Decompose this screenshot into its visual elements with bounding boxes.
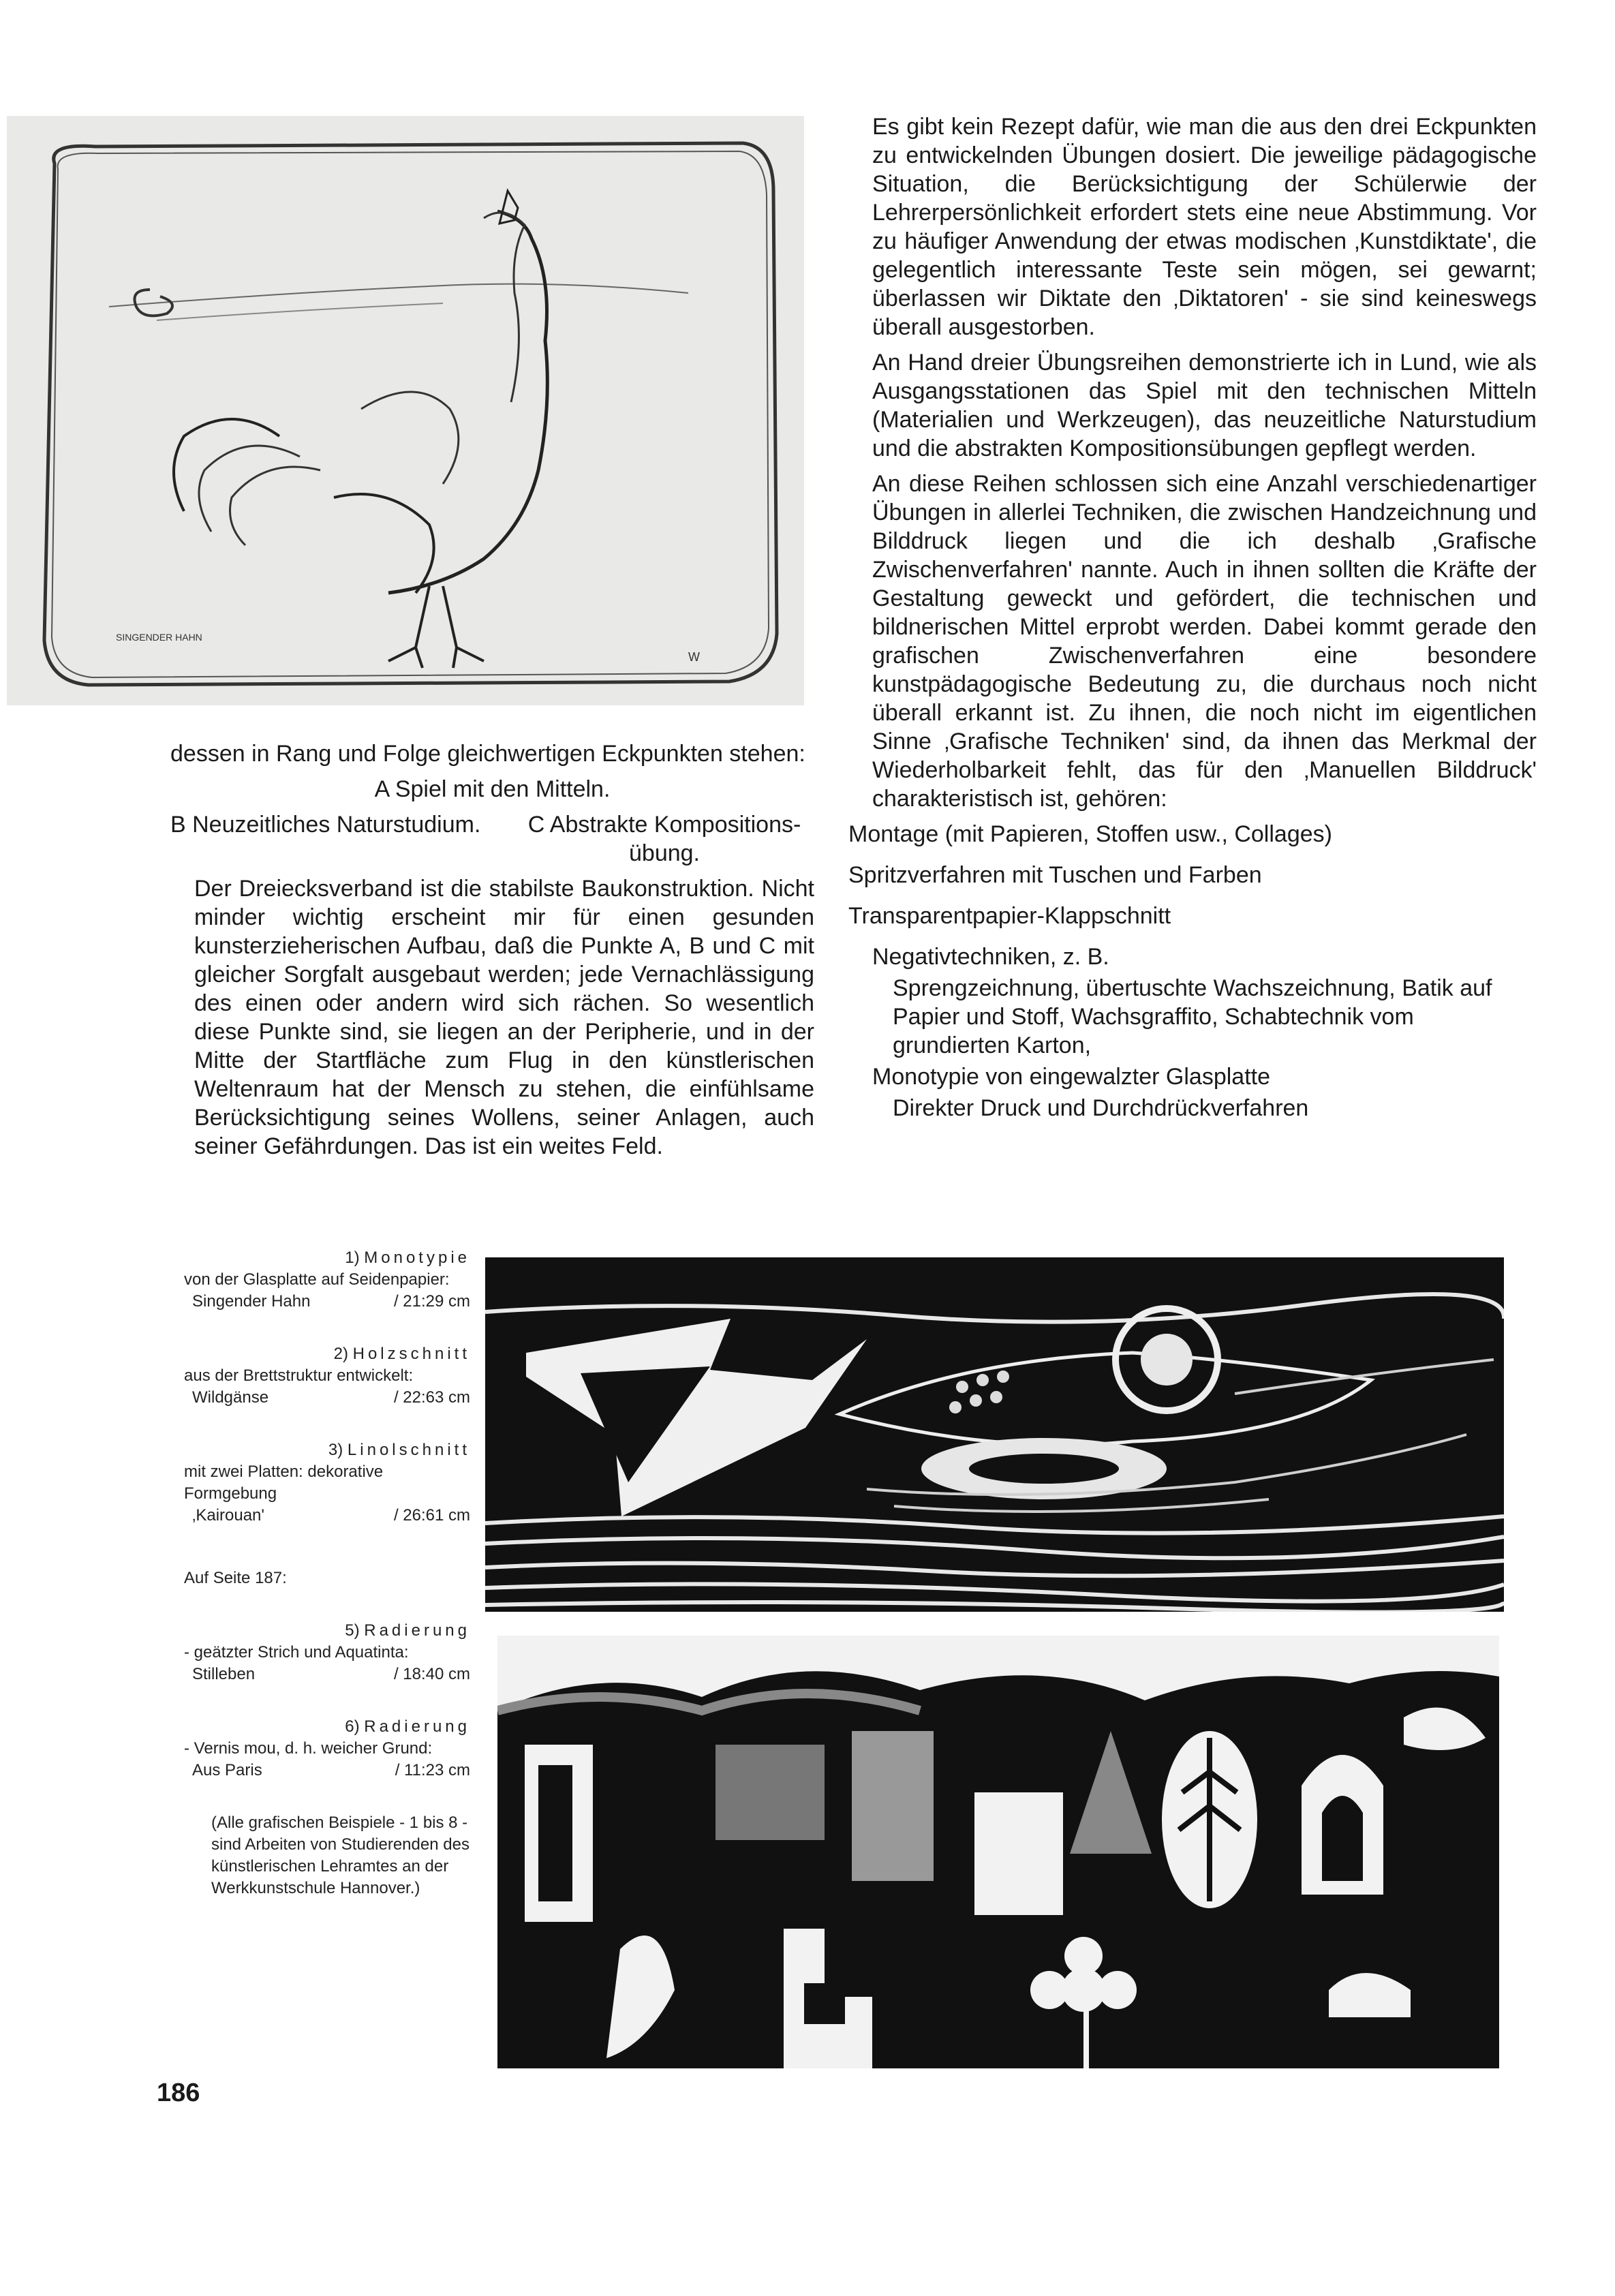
caption-title: ‚Kairouan' [192,1506,264,1525]
caption-text: von der Glasplatte auf Seidenpapier: [184,1270,450,1289]
figure-mark: W [688,650,700,664]
caption-title: Stilleben [192,1665,256,1683]
caption-number: 1) [345,1249,360,1267]
caption-title: Wildgänse [192,1388,269,1407]
captions [184,1247,470,1930]
caption-3 [184,1439,470,1527]
caption-title: Singender Hahn [192,1292,311,1311]
page-number: 186 [157,2079,200,2107]
figure-kairouan [497,1636,1499,2068]
caption-1 [184,1247,470,1313]
caption-number: 2) [333,1345,348,1363]
caption-6 [184,1716,470,1781]
left-points-bc [170,810,814,868]
caption-size: / 21:29 cm [393,1292,470,1311]
right-paragraph-2: An Hand dreier Übungsreihen demonstrierte ich in Lund, wie als Ausgangsstationen das Spiel mit den technischen Mitteln (Materialien und Werkzeugen), das neuzeitliche Naturstudium und die abstrakten Kompositionsübungen gepflegt werden. [872,350,1537,461]
right-paragraph-3: An diese Reihen schlossen sich eine Anzahl verschiedenartiger Übungen in allerlei Techniken, die zwischen Handzeichnung und Bilddruck liegen und die ich deshalb ‚Grafische Zwischenverfahren' nannte. Auch in ihnen sollten die Kräfte der Gestaltung geweckt und gefördert, die technischen und bildnerischen Mittel erprobt werden. Dabei kommt gerade den grafischen Zwischenverfahren eine besondere kunstpädagogische Bedeutung zu, die durchaus noch nicht überall erkannt ist. Zu ihnen, die noch nicht im eigentlichen Sinne ‚Grafische Techniken' sind, da ihnen das Merkmal der Wiederholbarkeit fehlt, das für den ‚Manuellen Bilddruck' charakteristisch ist, gehören: [872,471,1537,812]
caption-2 [184,1343,470,1409]
left-point-c: C Abstrakte Kompositions-übung. [527,812,801,866]
caption-title: Aus Paris [192,1761,262,1779]
caption-text: aus der Brettstruktur entwickelt: [184,1366,414,1385]
caption-text: - Vernis mou, d. h. weicher Grund: [184,1739,433,1758]
right-column [848,112,1537,1135]
caption-text: mit zwei Platten: dekorative Formgebung [184,1463,384,1503]
left-paragraph-2: Der Dreiecksverband ist die stabilste Baukonstruktion. Nicht minder wichtig erscheint mir für einen gesunden kunsterzieherischen Aufbau, daß die Punkte A, B und C mit gleicher Sorgfalt ausgebaut werden; jede Vernachlässigung des einen oder andern wird sich rächen. So wesentlich diese Punkte sind, sie liegen an der Peripherie, und in der Mitte der Startfläche zum Flug in den künstlerischen Weltenraum hat der Mensch zu stehen, die einfühlsame Berücksichtigung seines Wollens, seiner Anlagen, auch seiner Gefährdungen. Das ist ein weites Feld. [194,876,814,1159]
caption-size: / 18:40 cm [393,1665,470,1683]
caption-technique: Linolschnitt [347,1441,470,1459]
caption-size: / 22:63 cm [393,1388,470,1407]
caption-technique: Monotypie [364,1249,470,1267]
caption-reference: Auf Seite 187: [184,1569,287,1587]
right-paragraph-1: Es gibt kein Rezept dafür, wie man die aus den drei Eckpunkten zu entwickelnden Übungen dosiert. Die jeweilige pädagogische Situation, die Berücksichtigung der Schülerwie der Lehrerpersönlichkeit erfordert stets eine neue Abstimmung. Vor zu häufiger Anwendung der etwas modischen ‚Kunstdiktate', die gelegentlich interessante Teste sein mögen, sei gewarnt; überlassen wir Diktate den ‚Diktatoren' - sie sind keineswegs überall ausgestorben. [872,114,1537,340]
left-column [170,739,814,1167]
figure-wildgaense [485,1257,1504,1612]
caption-number: 6) [345,1717,360,1736]
caption-technique: Radierung [364,1621,470,1640]
list-item: Direkter Druck und Durchdrückverfahren [893,1095,1309,1121]
left-paragraph-1: dessen in Rang und Folge gleichwertigen Eckpunkten stehen: [170,741,805,767]
figure-signature: SINGENDER HAHN [116,632,202,643]
list-item: Transparentpapier-Klappschnitt [848,903,1171,929]
caption-technique: Radierung [364,1717,470,1736]
left-point-b: B Neuzeitliches Naturstudium. [170,812,481,838]
caption-note: (Alle grafischen Beispiele - 1 bis 8 - sind Arbeiten von Studierenden des künstlerischen Lehramtes an der Werkkunstschule Hannover.) [211,1813,470,1897]
caption-size: / 26:61 cm [393,1506,470,1525]
caption-text: - geätzter Strich und Aquatinta: [184,1643,409,1662]
list-item: Spritzverfahren mit Tuschen und Farben [848,862,1262,888]
caption-5 [184,1620,470,1685]
figure-singender-hahn [7,116,804,705]
list-item: Negativtechniken, z. B. [872,944,1109,970]
list-item: Monotypie von eingewalzter Glasplatte [872,1064,1270,1090]
left-point-a: A Spiel mit den Mitteln. [374,776,611,802]
caption-technique: Holzschnitt [352,1345,470,1363]
caption-size: / 11:23 cm [395,1761,470,1779]
caption-number: 5) [345,1621,360,1640]
caption-number: 3) [328,1441,343,1459]
technique-list [848,820,1537,1122]
list-item: Sprengzeichnung, übertuschte Wachszeichnung, Batik auf Papier und Stoff, Wachsgraffito, Schabtechnik vom grundierten Karton, [893,975,1492,1058]
list-item: Montage (mit Papieren, Stoffen usw., Collages) [848,821,1332,847]
